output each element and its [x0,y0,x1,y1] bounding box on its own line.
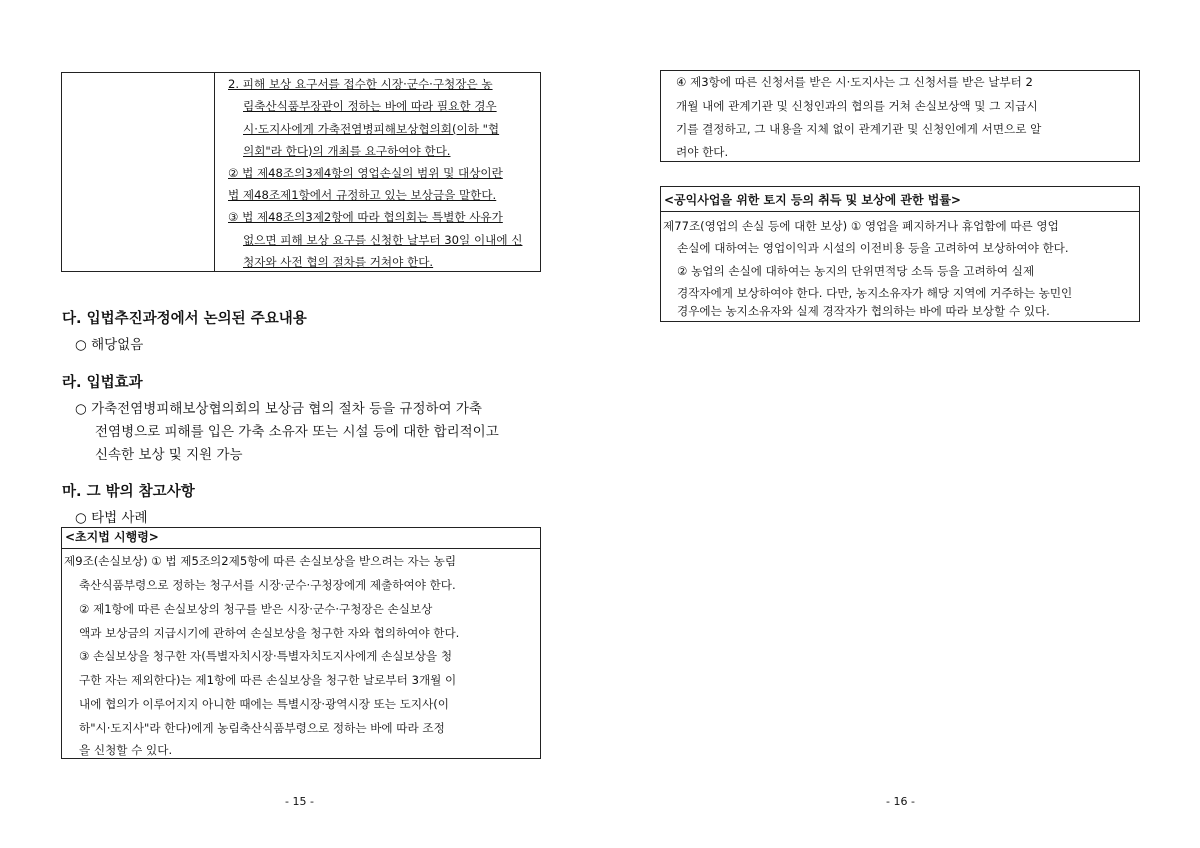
reference-line: 축산식품부령으로 정하는 청구서를 시장·군수·구청장에게 제출하여야 한다. [79,578,456,592]
page-number: - 16 - [886,795,915,808]
reference-line: 하"시·도지사"라 한다)에게 농림축산식품부령으로 정하는 바에 따라 조정 [79,721,445,735]
table-line: 의회"라 한다)의 개최를 요구하여야 한다. [243,144,451,158]
reference-box-title-divider [661,211,1139,212]
reference-box-title: <공익사업을 위한 토지 등의 취득 및 보상에 관한 법률> [664,193,961,207]
section-heading-da: 다. 입법추진과정에서 논의된 주요내용 [62,311,307,327]
reference-line: 제77조(영업의 손실 등에 대한 보상) ① 영업을 폐지하거나 휴업함에 따른 영업 [663,219,1059,233]
reference-line: 경작자에게 보상하여야 한다. 다만, 농지소유자가 해당 지역에 거주하는 농민인 [677,286,1073,300]
reference-line: ② 제1항에 따른 손실보상의 청구를 받은 시장·군수·구청장은 손실보상 [79,602,433,616]
reference-box-title: <초지법 시행령> [65,530,159,544]
effect-line: ○ 가축전염병피해보상협의회의 보상금 협의 절차 등을 규정하여 가축 [75,401,482,417]
section-heading-ma: 마. 그 밖의 참고사항 [62,484,195,500]
reference-box-title-divider [62,548,540,549]
table-line: ② 법 제48조의3제4항의 영업손실의 범위 및 대상이란 [228,166,503,180]
table-line: 없으면 피해 보상 요구를 신청한 날부터 30일 이내에 신 [243,233,523,247]
section-heading-ra: 라. 입법효과 [62,375,143,391]
reference-line: 려야 한다. [676,145,729,159]
bullet-ma: ○ 타법 사례 [75,510,148,526]
reference-line: 개월 내에 관계기관 및 신청인과의 협의를 거쳐 손실보상액 및 그 지급시 [676,99,1038,113]
table-line: 시·도지사에게 가축전염병피해보상협의회(이하 "협 [243,122,500,136]
table-line: 청자와 사전 협의 절차를 거쳐야 한다. [243,255,434,269]
reference-line: ② 농업의 손실에 대하여는 농지의 단위면적당 소득 등을 고려하여 실제 [677,264,1035,278]
reference-line: 구한 자는 제외한다)는 제1항에 따른 손실보상을 청구한 날로부터 3개월 이 [79,673,457,687]
reference-line: 액과 보상금의 지급시기에 관하여 손실보상을 청구한 자와 협의하여야 한다. [79,626,460,640]
table-line: ③ 법 제48조의3제2항에 따라 협의회는 특별한 사유가 [228,210,503,224]
page-number: - 15 - [285,795,314,808]
reference-line: 내에 협의가 이루어지지 아니한 때에는 특별시장·광역시장 또는 도지사(이 [79,697,449,711]
reference-line: 경우에는 농지소유자와 실제 경작자가 협의하는 바에 따라 보상할 수 있다. [677,304,1050,318]
reference-line: ④ 제3항에 따른 신청서를 받은 시·도지사는 그 신청서를 받은 날부터 2 [676,75,1033,89]
reference-line: 제9조(손실보상) ① 법 제5조의2제5항에 따른 손실보상을 받으려는 자는 농림 [64,554,457,568]
reference-line: 을 신청할 수 있다. [79,743,173,757]
effect-line: 전염병으로 피해를 입은 가축 소유자 또는 시설 등에 대한 합리적이고 [95,424,499,440]
reference-line: ③ 손실보상을 청구한 자(특별자치시장·특별자치도지사에게 손실보상을 청 [79,649,453,663]
table-line: 법 제48조제1항에서 규정하고 있는 보상금을 말한다. [228,188,497,202]
table-line: 2. 피해 보상 요구서를 접수한 시장·군수·구청장은 농 [228,77,493,91]
reference-line: 손실에 대하여는 영업이익과 시설의 이전비용 등을 고려하여 보상하여야 한다. [677,241,1069,255]
effect-line: 신속한 보상 및 지원 가능 [95,447,243,463]
table-line: 림축산식품부장관이 정하는 바에 따라 필요한 경우 [243,99,497,113]
bullet-da: ○ 해당없음 [75,337,144,353]
table-column-divider [214,73,215,271]
reference-line: 기를 결정하고, 그 내용을 지체 없이 관계기관 및 신청인에게 서면으로 알 [676,122,1042,136]
